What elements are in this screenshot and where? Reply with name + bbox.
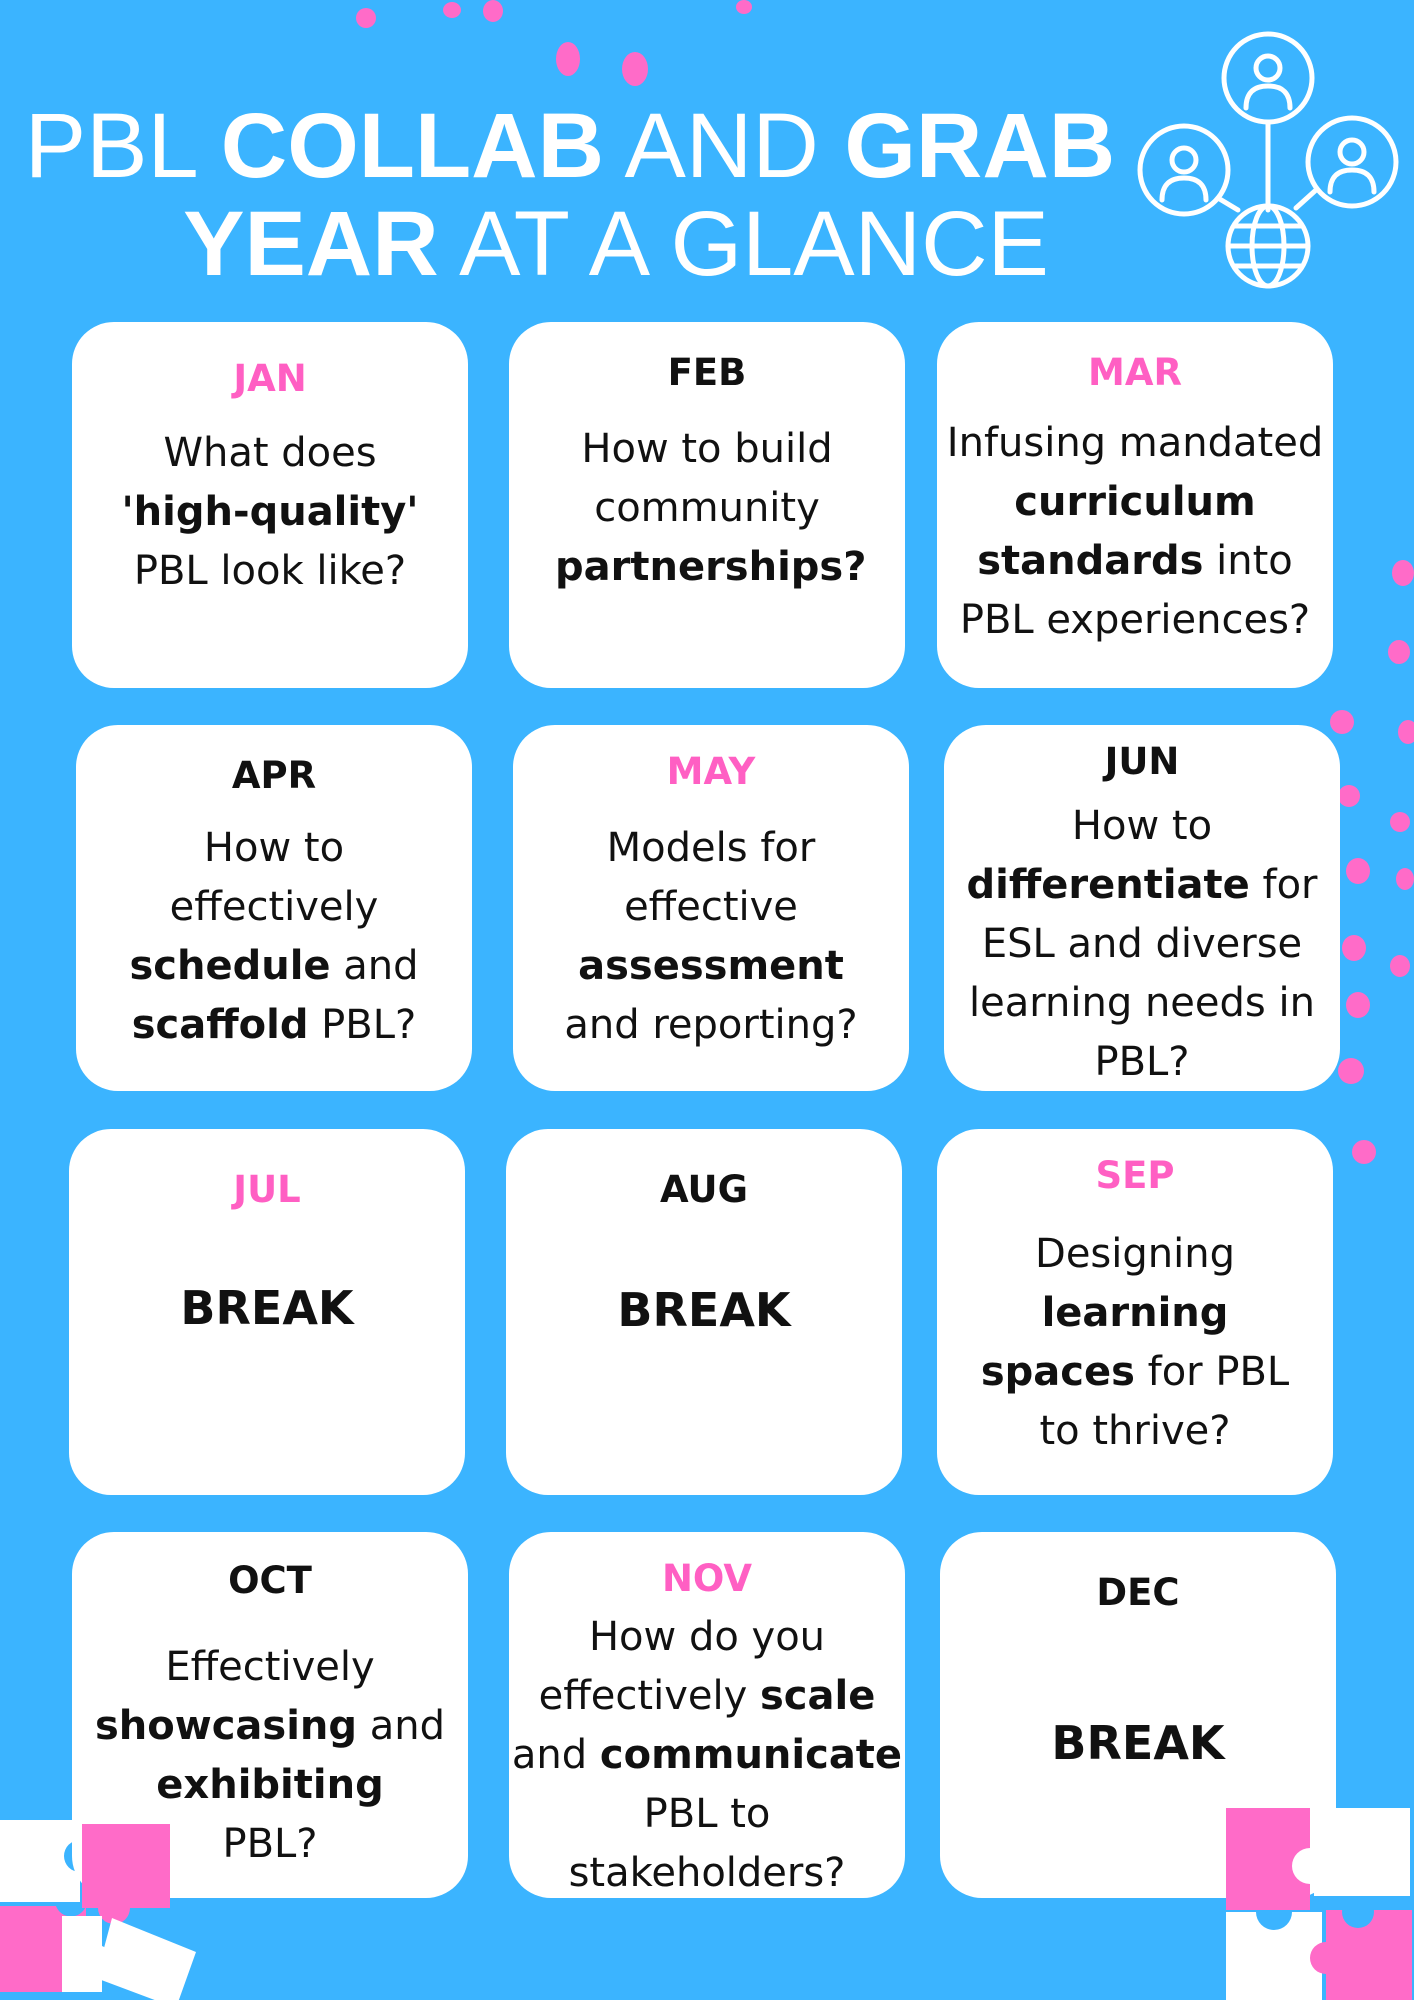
month-topic: Effectively showcasing and exhibiting PBL? <box>94 1644 446 1867</box>
month-label: SEP <box>1095 1154 1175 1197</box>
month-topic: Infusing mandated curriculum standards into PBL experiences? <box>946 420 1324 643</box>
month-card-jun <box>944 725 1340 1091</box>
month-label: JAN <box>233 357 307 400</box>
month-topic: Models for effective assessment and reporting? <box>564 825 858 1048</box>
month-label: OCT <box>228 1559 312 1602</box>
month-label: MAY <box>666 750 756 793</box>
puzzle-pieces-icon <box>1218 1800 1414 2000</box>
month-card-mar <box>937 322 1333 688</box>
month-topic: How do you effectively scale and communicate PBL to stakeholders? <box>511 1614 903 1896</box>
month-card-jul <box>69 1129 465 1495</box>
break-label: BREAK <box>1051 1716 1225 1770</box>
month-label: APR <box>231 754 317 797</box>
month-card-apr <box>76 725 472 1091</box>
month-card-feb <box>509 322 905 688</box>
month-label: AUG <box>660 1168 748 1211</box>
month-label: FEB <box>667 351 747 394</box>
month-label: MAR <box>1088 351 1182 394</box>
month-card-jan <box>72 322 468 688</box>
month-card-may <box>513 725 909 1091</box>
month-topic: How to build community partnerships? <box>555 426 867 590</box>
month-label: DEC <box>1096 1571 1180 1614</box>
month-card-aug <box>506 1129 902 1495</box>
month-card-sep <box>937 1129 1333 1495</box>
network-people-globe-icon <box>1128 30 1410 292</box>
break-label: BREAK <box>180 1281 354 1335</box>
break-label: BREAK <box>617 1283 791 1337</box>
month-label: JUN <box>1104 740 1180 783</box>
month-label: JUL <box>233 1168 301 1211</box>
month-topic: What does 'high-quality' PBL look like? <box>121 430 419 594</box>
month-card-nov <box>509 1532 905 1898</box>
page-title-line-1: PBL COLLAB AND GRAB <box>24 95 1116 197</box>
month-label: NOV <box>661 1557 753 1600</box>
puzzle-pieces-icon <box>0 1810 210 2000</box>
month-topic: How to differentiate for ESL and diverse learning needs in PBL? <box>966 803 1318 1085</box>
month-topic: How to effectively schedule and scaffold PBL? <box>129 825 419 1048</box>
page-title-line-2: YEAR AT A GLANCE <box>183 193 1049 295</box>
month-topic: Designing learning spaces for PBL to thrive? <box>980 1231 1290 1454</box>
